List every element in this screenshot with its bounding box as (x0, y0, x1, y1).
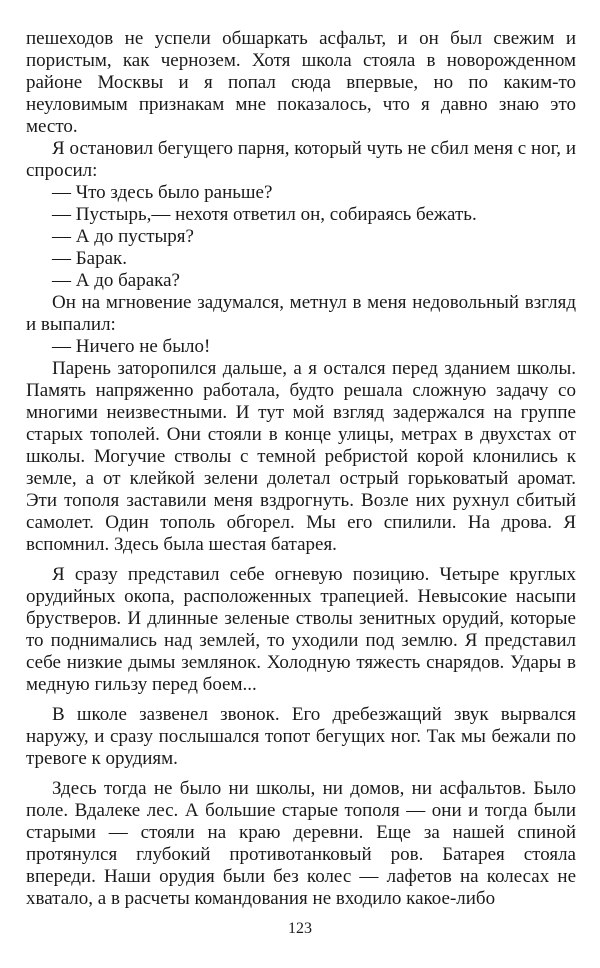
paragraph-continued: пешеходов не успели обшаркать асфальт, и он был свежим и пористым, как чернозем. Хотя школа стояла в новорожденном районе Москвы и я попал сюда впервые, но по каким-то неуловимым признакам мне показалось, что я давно знаю это место. (26, 28, 576, 137)
dialogue-line: — Ничего не было! (52, 336, 211, 357)
dialogue-line: — Что здесь было раньше? (52, 182, 273, 203)
paragraph: Я сразу представил себе огневую позицию. Четыре круглых орудийных окопа, расположенных трапецией. Невысокие насыпи брустверов. И длинные зеленые стволы зенитных орудий, которые то поднимались над землей, то уходили под землю. Я представил себе низкие дымы землянок. Холодную тяжесть снарядов. Удары в медную гильзу перед боем... (26, 564, 576, 695)
dialogue-line: — А до барака? (52, 270, 180, 291)
book-page (26, 28, 576, 910)
paragraph: Он на мгновение задумался, метнул в меня недовольный взгляд и выпалил: (26, 292, 576, 335)
paragraph: Я остановил бегущего парня, который чуть не сбил меня с ног, и спросил: (26, 138, 576, 181)
paragraph: В школе зазвенел звонок. Его дребезжащий звук вырвался наружу, и сразу послышался топот бегущих ног. Так мы бежали по тревоге к орудиям. (26, 704, 576, 769)
dialogue-line: — Барак. (52, 248, 128, 269)
page-number: 123 (288, 920, 312, 937)
dialogue-line: — А до пустыря? (52, 226, 194, 247)
paragraph: Парень заторопился дальше, а я остался перед зданием школы. Память напряженно работала, будто решала сложную задачу со многими неизвестными. И тут мой взгляд задержался на группе старых тополей. Они стояли в конце улицы, метрах в двухстах от школы. Могучие стволы с темной ребристой корой клонились к земле, а от клейкой зелени долетал острый горьковатый аромат. Эти тополя заставили меня вздрогнуть. Возле них рухнул сбитый самолет. Один тополь обгорел. Мы его спилили. На дрова. Я вспомнил. Здесь была шестая батарея. (26, 358, 576, 555)
paragraph: Здесь тогда не было ни школы, ни домов, ни асфальтов. Было поле. Вдалеке лес. А большие старые тополя — они и тогда были старыми — стояли на краю деревни. Еще за нашей спиной протянулся глубокий противотанковый ров. Батарея стояла впереди. Наши орудия были без колес — лафетов на колесах не хватало, а в расчеты командования не входило какое-либо (26, 778, 576, 909)
dialogue-line: — Пустырь,— нехотя ответил он, собираясь бежать. (52, 204, 477, 225)
